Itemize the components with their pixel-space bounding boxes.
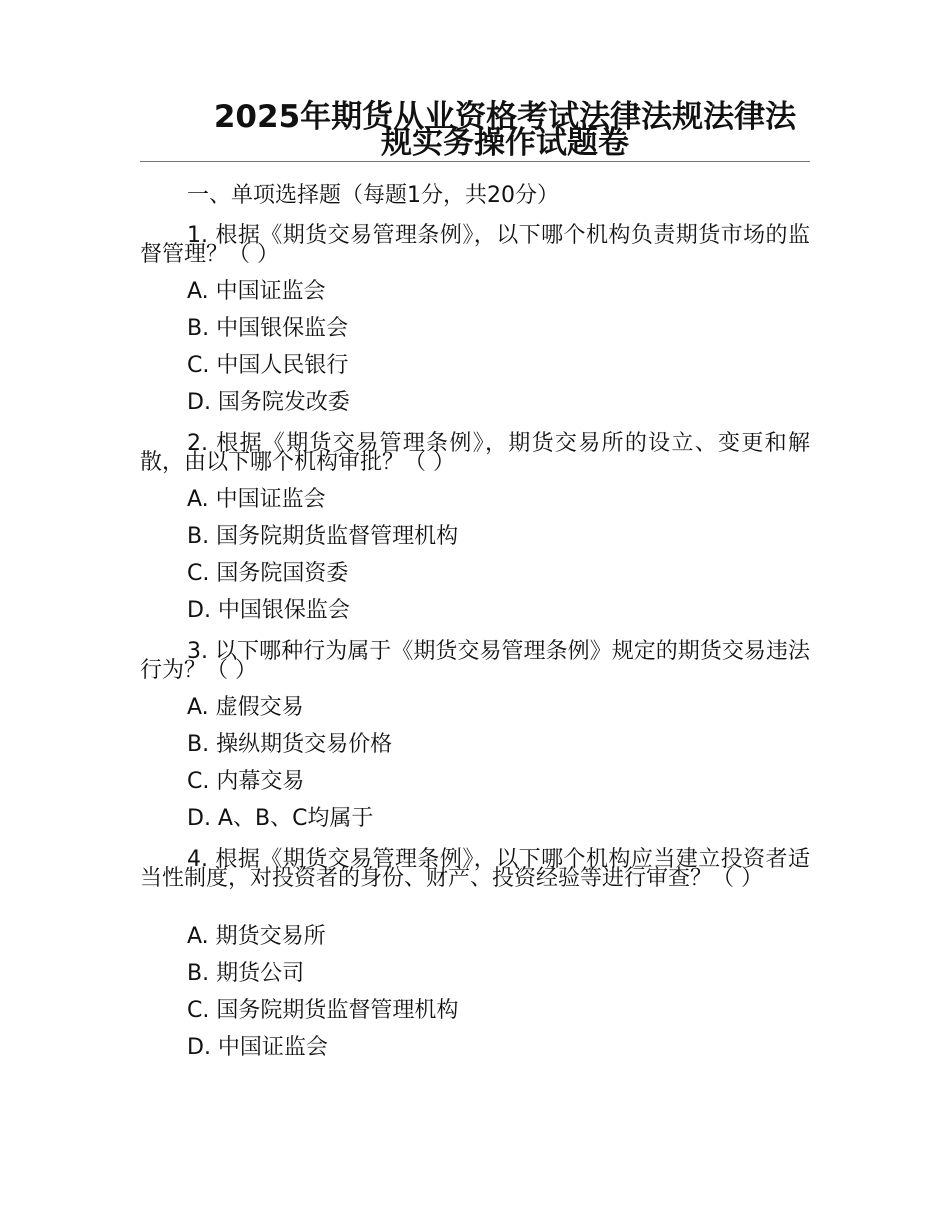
question-4-option-d: D. 中国证监会 — [187, 1035, 328, 1060]
question-1-option-d: D. 国务院发改委 — [187, 390, 350, 415]
question-3-option-b: B. 操纵期货交易价格 — [187, 732, 393, 757]
question-4-option-b: B. 期货公司 — [187, 961, 305, 986]
section-heading: 一、单项选择题（每题1分，共20分） — [187, 183, 559, 208]
question-3-option-d: D. A、B、C均属于 — [187, 806, 374, 831]
question-2-option-b: B. 国务院期货监督管理机构 — [187, 524, 459, 549]
question-3-option-a: A. 虚假交易 — [187, 695, 304, 720]
question-3-option-c: C. 内幕交易 — [187, 769, 305, 794]
document-title: 2025年期货从业资格考试法律法规法律法规实务操作试题卷 — [213, 99, 797, 161]
question-3-stem: 3. 以下哪种行为属于《期货交易管理条例》规定的期货交易违法行为？（ ） — [140, 639, 810, 683]
question-2-option-c: C. 国务院国资委 — [187, 561, 349, 586]
question-1-stem: 1. 根据《期货交易管理条例》，以下哪个机构负责期货市场的监督管理？（ ） — [140, 223, 810, 267]
question-1-option-c: C. 中国人民银行 — [187, 353, 349, 378]
question-4-stem: 4. 根据《期货交易管理条例》，以下哪个机构应当建立投资者适当性制度，对投资者的身份、财产、投资经验等进行审查？（ ） — [140, 847, 810, 891]
question-2-stem: 2. 根据《期货交易管理条例》，期货交易所的设立、变更和解散，由以下哪个机构审批？（ ） — [140, 431, 810, 475]
question-4-option-c: C. 国务院期货监督管理机构 — [187, 998, 459, 1023]
question-4-option-a: A. 期货交易所 — [187, 924, 326, 949]
question-2-option-a: A. 中国证监会 — [187, 487, 326, 512]
question-2-option-d: D. 中国银保监会 — [187, 598, 350, 623]
question-1-option-b: B. 中国银保监会 — [187, 316, 349, 341]
question-1-option-a: A. 中国证监会 — [187, 279, 326, 304]
title-underline — [140, 161, 810, 162]
